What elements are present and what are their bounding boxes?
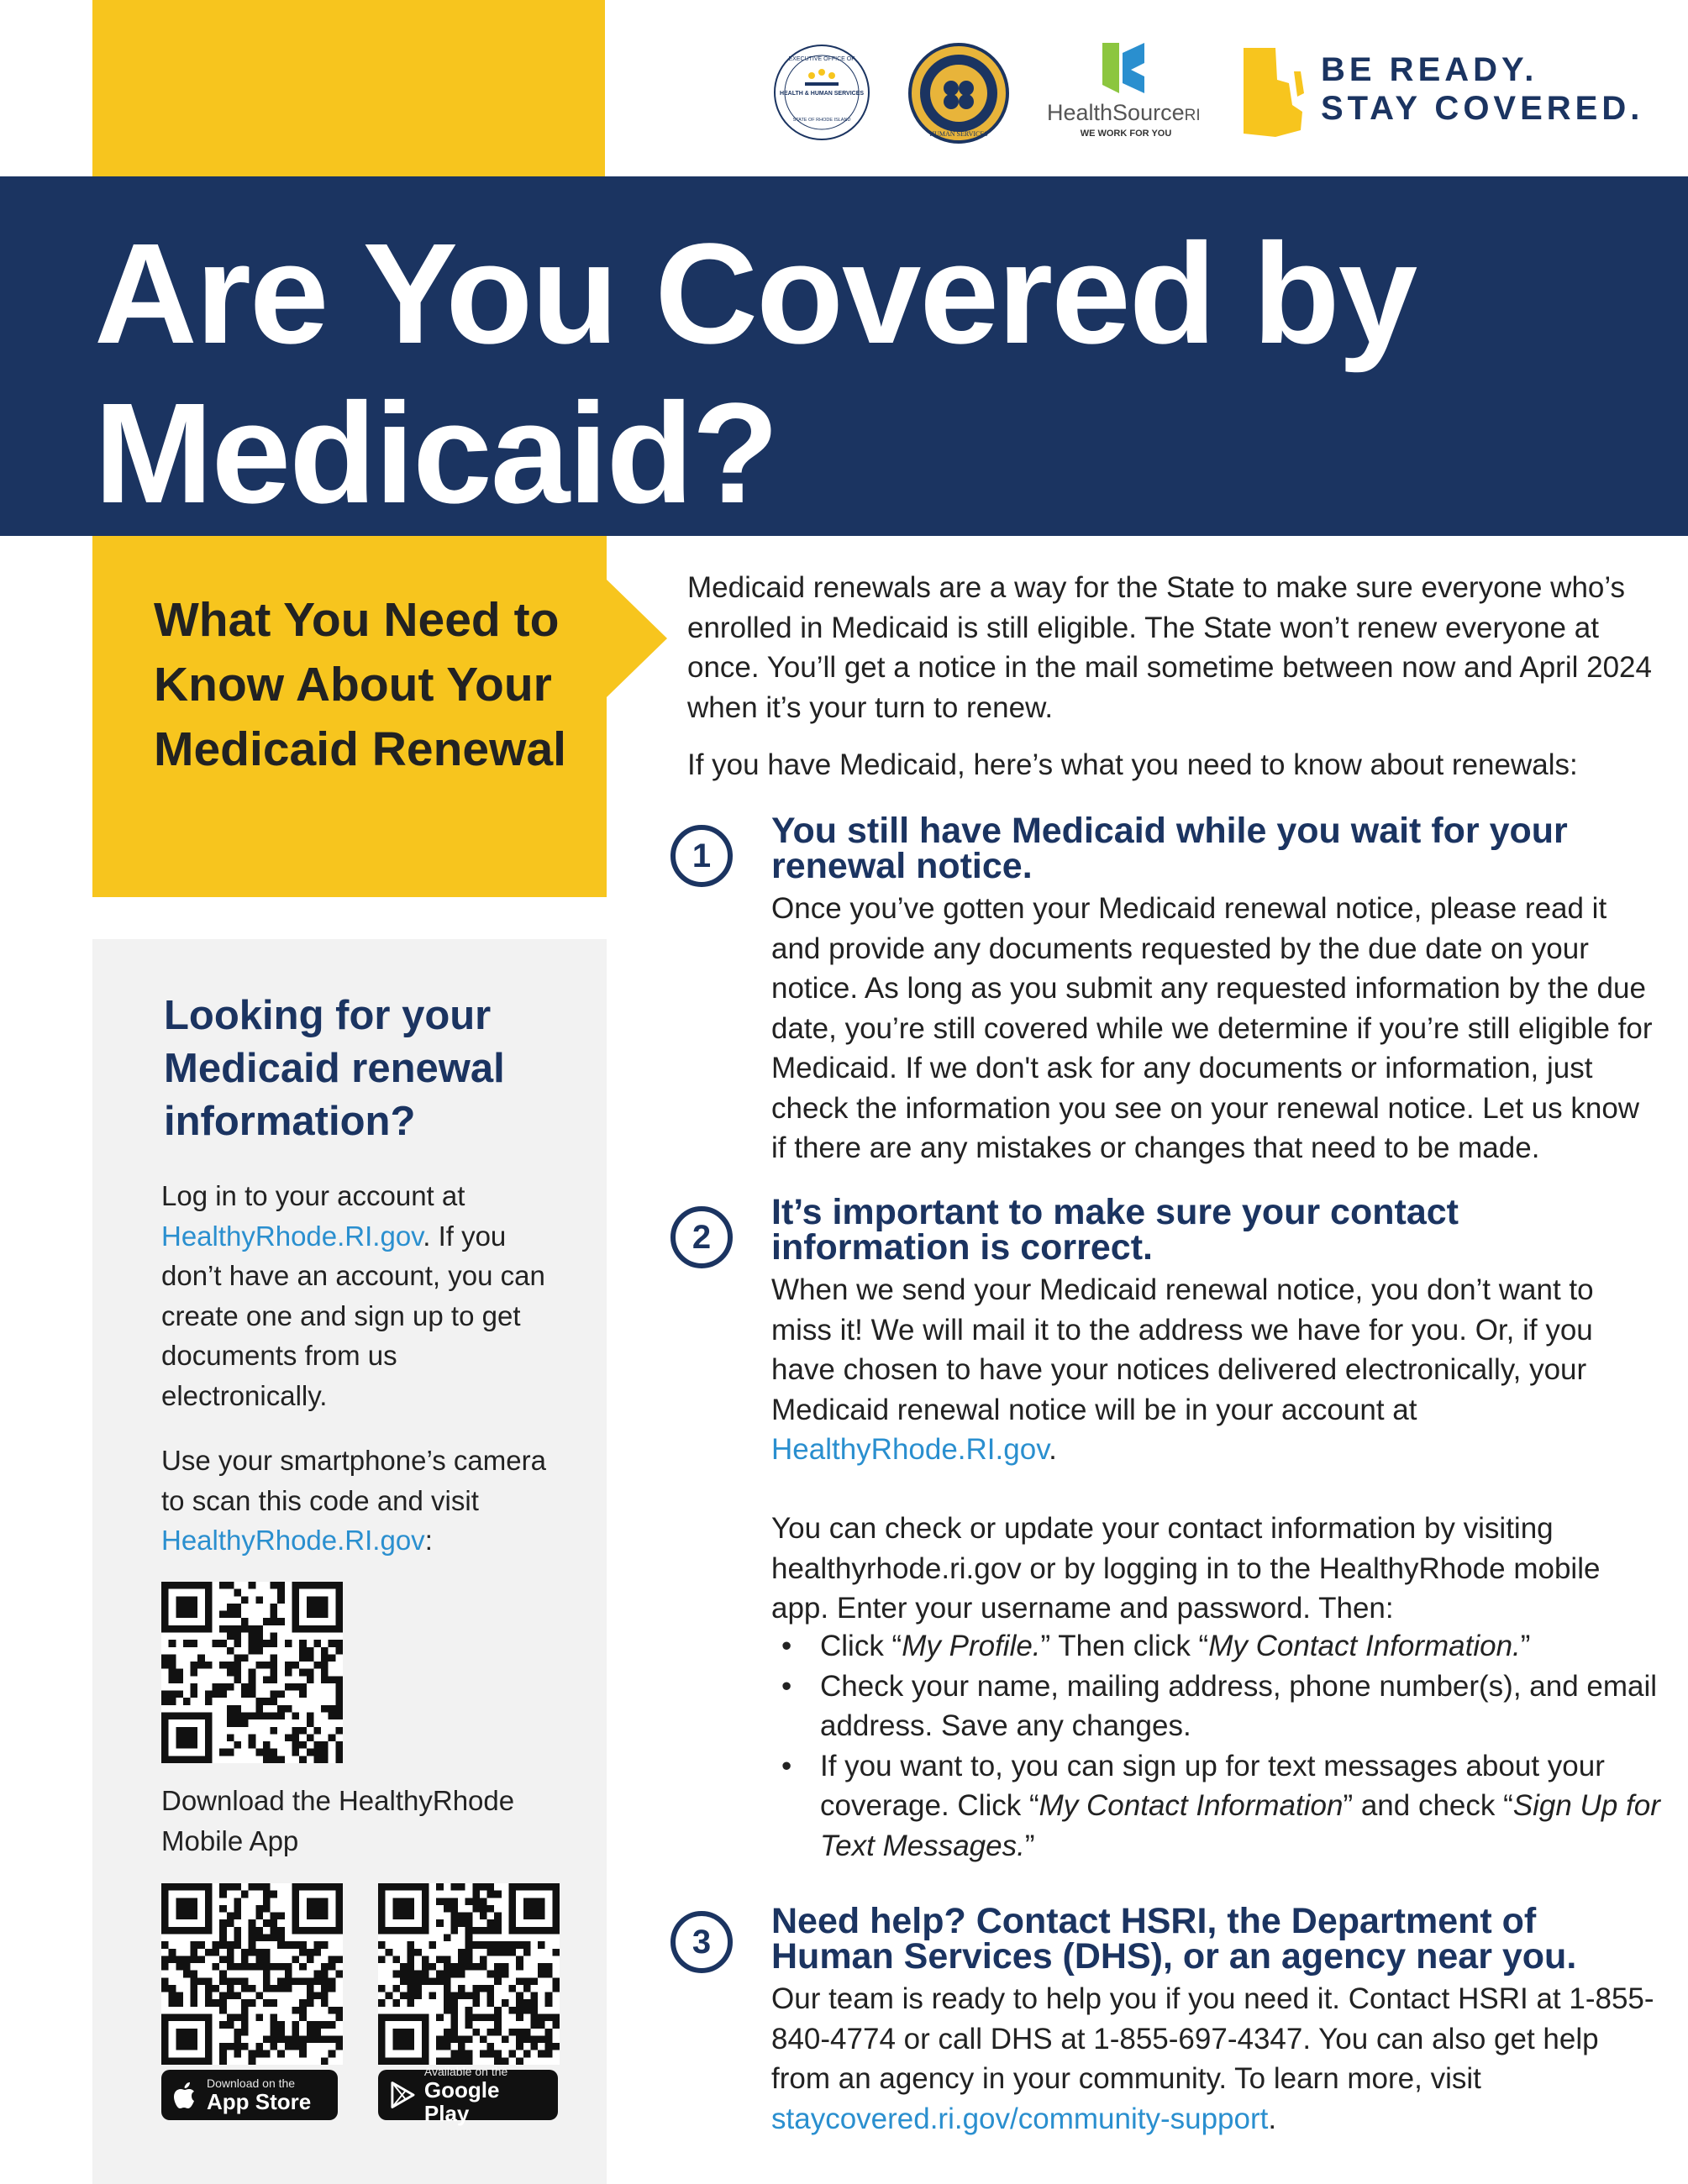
download-app-text: Download the HealthyRhode Mobile App bbox=[161, 1785, 515, 1856]
bullet-1-end: ” bbox=[1520, 1630, 1531, 1662]
page-title-line-2: Medicaid? bbox=[94, 374, 778, 533]
section-2-body-text: When we send your Medicaid renewal notice, you don’t want to miss it! We will mail it to the address we have for you. Or, if you have chosen to have your notices delivered electronically, your Medicaid renewal notice will be in your account at bbox=[771, 1273, 1594, 1426]
callout-title: What You Need to Know About Your Medicaid Renewal bbox=[154, 593, 566, 776]
healthyrhode-scan-link[interactable]: HealthyRhode.RI.gov bbox=[161, 1525, 425, 1556]
page-title-line-1: Are You Covered by bbox=[94, 214, 1417, 374]
lead-paragraph: If you have Medicaid, here’s what you need to know about renewals: bbox=[687, 748, 1578, 781]
section-2-healthyrhode-link[interactable]: HealthyRhode.RI.gov bbox=[771, 1433, 1049, 1466]
bullet-marker: • bbox=[781, 1630, 792, 1662]
hsri-logo-suffix: RI bbox=[1184, 107, 1201, 124]
bullet-3-my-contact-info: My Contact Information bbox=[1039, 1789, 1344, 1822]
scan-text: Use your smartphone’s camera to scan this code and visit bbox=[161, 1445, 546, 1516]
section-3-body-text: Our team is ready to help you if you need it. Contact HSRI at 1-855-840-4774 or call DHS at 1-855-697-4347. You can also get help from an agency in your community. To learn more, visit bbox=[771, 1982, 1654, 2095]
bullet-3-text-mid: ” and check “ bbox=[1343, 1789, 1513, 1822]
eohhs-logo bbox=[771, 42, 872, 143]
google-play-badge[interactable] bbox=[378, 2064, 558, 2126]
app-store-small-text: Download on the bbox=[207, 2076, 296, 2090]
qr-code-app-store bbox=[161, 1883, 343, 2065]
section-1-title: You still have Medicaid while you wait for your renewal notice. bbox=[771, 811, 1568, 886]
bullet-3-text: If you want to, you can sign up for text messages about your coverage. Click “ bbox=[820, 1749, 1605, 1822]
list-item bbox=[781, 1667, 1688, 1746]
bullet-1-text-mid: ” Then click “ bbox=[1040, 1630, 1209, 1662]
eohhs-logo-top-text: EXECUTIVE OFFICE OF bbox=[788, 56, 855, 62]
section-3-title: Need help? Contact HSRI, the Department of Human Services (DHS), or an agency near you. bbox=[771, 1901, 1577, 1977]
step-number-2: 2 bbox=[670, 1206, 733, 1268]
intro-paragraph: Medicaid renewals are a way for the State to make sure everyone who’s enrolled in Medicaid is still eligible. The State won’t renew everyone at once. You’ll get a notice in the mail sometime between now and April 2024 when it’s your turn to renew. bbox=[687, 571, 1652, 724]
hsri-logo-tagline: WE WORK FOR YOU bbox=[1080, 129, 1172, 139]
callout-arrow bbox=[607, 580, 667, 697]
section-2-check-text: You can check or update your contact information by visiting healthyrhode.ri.gov or by logging in to the HealthyRhode mobile app. Enter your username and password. Then: bbox=[771, 1512, 1601, 1625]
bullet-3-end: ” bbox=[1024, 1829, 1035, 1862]
community-support-link[interactable]: staycovered.ri.gov/community-support bbox=[771, 2102, 1269, 2135]
rhode-island-map-icon bbox=[1242, 46, 1312, 139]
section-3-body-end: . bbox=[1268, 2102, 1277, 2135]
login-instructions bbox=[161, 1176, 556, 1415]
eohhs-logo-state: STATE OF RHODE ISLAND bbox=[792, 118, 851, 123]
qr-code-healthyrhode bbox=[161, 1582, 343, 1763]
panel-title: Looking for your Medicaid renewal information? bbox=[164, 993, 505, 1144]
header-yellow-block bbox=[92, 0, 605, 176]
section-2-body-end: . bbox=[1049, 1433, 1057, 1466]
campaign-tagline bbox=[1321, 50, 1643, 128]
instructions-list bbox=[771, 1626, 1688, 1866]
login-text: Log in to your account at bbox=[161, 1180, 465, 1211]
list-item bbox=[781, 1626, 1688, 1667]
hsri-logo-name: HealthSource bbox=[1047, 100, 1185, 125]
scan-instructions bbox=[161, 1441, 556, 1561]
healthyrhode-link[interactable]: HealthyRhode.RI.gov bbox=[161, 1220, 423, 1252]
page-title bbox=[94, 214, 1640, 533]
campaign-line-1: BE READY. bbox=[1321, 51, 1538, 88]
dhs-seal-logo bbox=[907, 42, 1010, 144]
apple-icon bbox=[173, 2081, 198, 2109]
svg-text:HealthSourceRI bbox=[1047, 100, 1201, 125]
login-text-rest: . If you don’t have an account, you can create one and sign up to get documents from us electronically. bbox=[161, 1220, 545, 1411]
section-2-title: It’s important to make sure your contact information is correct. bbox=[771, 1192, 1459, 1268]
google-play-small-text: Available on the bbox=[423, 2064, 508, 2078]
bullet-marker: • bbox=[781, 1669, 792, 1703]
step-number-3: 3 bbox=[670, 1911, 733, 1973]
bullet-1-text: Click “ bbox=[820, 1630, 902, 1662]
dhs-seal-text: HUMAN SERVICES bbox=[929, 130, 988, 138]
campaign-line-2: STAY COVERED. bbox=[1321, 90, 1644, 127]
eohhs-logo-name: HEALTH & HUMAN SERVICES bbox=[779, 91, 865, 97]
google-play-label: Google Play bbox=[423, 2076, 500, 2126]
healthsource-ri-logo bbox=[1042, 38, 1210, 143]
scan-colon: : bbox=[424, 1525, 433, 1556]
bullet-1-my-contact-info: My Contact Information. bbox=[1208, 1630, 1521, 1662]
bullet-1-my-profile: My Profile. bbox=[902, 1630, 1041, 1662]
list-item bbox=[781, 1746, 1688, 1866]
section-3-body bbox=[771, 1979, 1662, 2139]
bullet-2-text: Check your name, mailing address, phone number(s), and email address. Save any changes. bbox=[820, 1669, 1658, 1742]
section-1-body: Once you’ve gotten your Medicaid renewal notice, please read it and provide any documents requested by the due date on your notice. As long as you submit any requested information by the due date, you’re still covered while we determine if you’re still eligible for Medicaid. If we don't ask for any documents or information, just check the information you see on your renewal notice. Let us know if there are any mistakes or changes that need to be made. bbox=[771, 892, 1653, 1164]
google-play-icon bbox=[390, 2081, 416, 2109]
bullet-marker: • bbox=[781, 1749, 792, 1782]
step-number-1: 1 bbox=[670, 825, 733, 887]
section-2-body bbox=[771, 1270, 1645, 1470]
bullet-3-sign-up-text: Sign Up for Text Messages. bbox=[820, 1789, 1660, 1862]
qr-code-google-play bbox=[378, 1883, 560, 2065]
app-store-label: App Store bbox=[207, 2088, 312, 2114]
app-store-badge[interactable] bbox=[161, 2070, 338, 2120]
